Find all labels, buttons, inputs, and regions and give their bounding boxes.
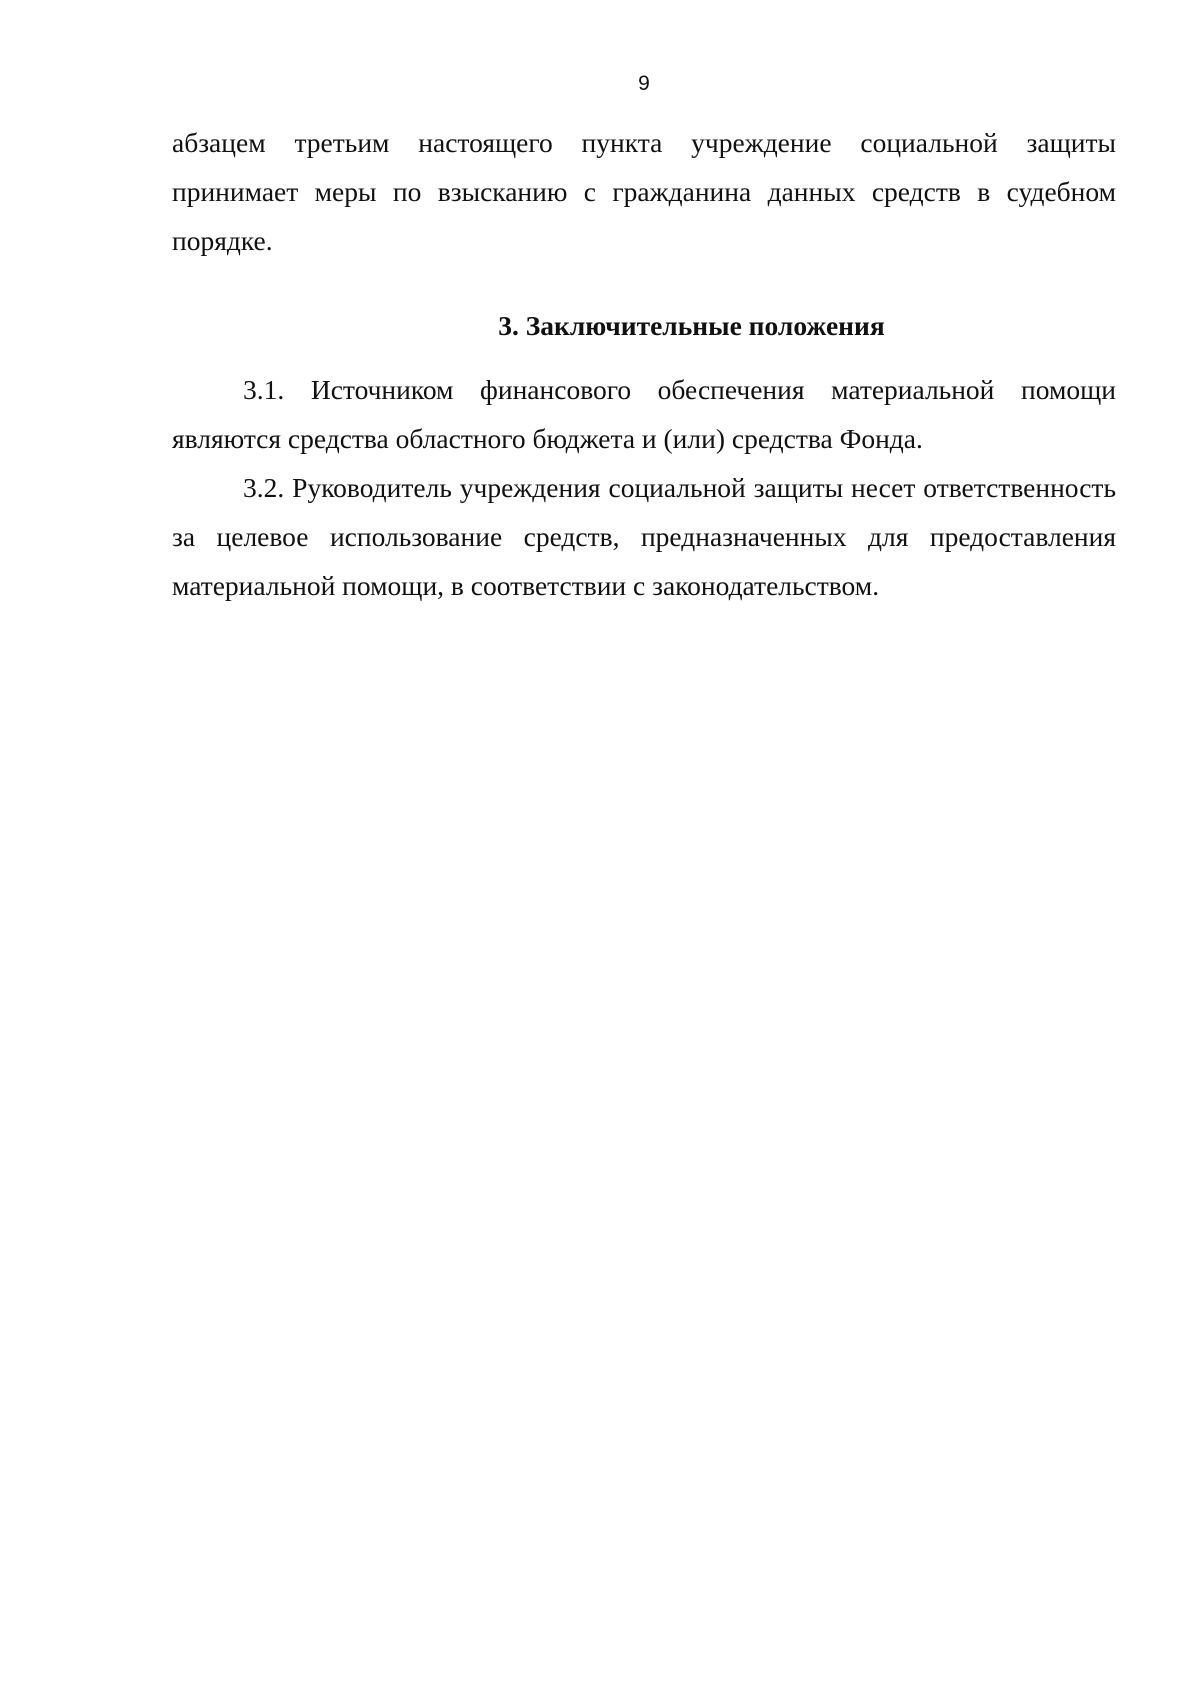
- section-heading: 3. Заключительные положения: [498, 310, 885, 341]
- paragraph-3-1: 3.1. Источником финансового обеспечения материальной помощи являются средства областного бюджета и (или) средства Фонда.: [172, 374, 1116, 454]
- document-body: [172, 118, 1116, 610]
- paragraph-3-2: 3.2. Руководитель учреждения социальной защиты несет ответственность за целевое использование средств, предназначенных для предоставления материальной помощи, в соответствии с законодательством.: [172, 472, 1116, 601]
- continuation-paragraph: абзацем третьим настоящего пункта учреждение социальной защиты принимает меры по взысканию с гражданина данных средств в судебном порядке.: [172, 127, 1116, 256]
- page-number: 9: [638, 72, 650, 95]
